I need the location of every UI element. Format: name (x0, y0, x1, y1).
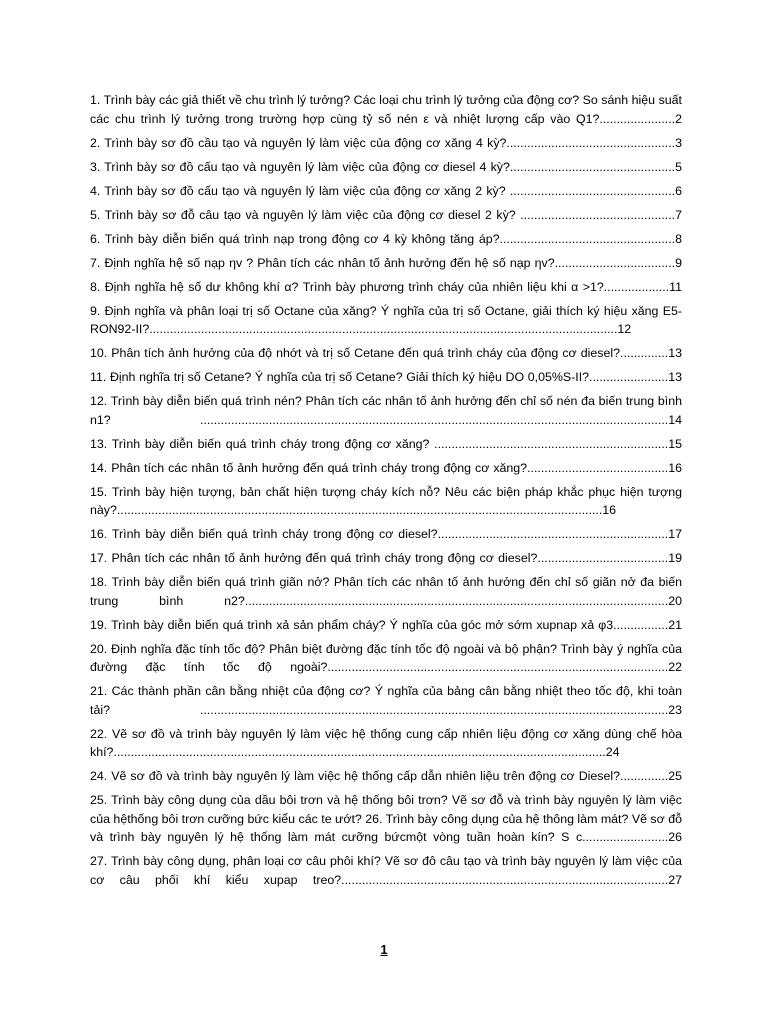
toc-entry-4: 4. Trình bày sơ đồ cấu tạo và nguyên lý làm việc của động cơ xăng 2 kỳ? ................................................6 (90, 183, 682, 198)
table-of-contents (90, 91, 682, 889)
toc-entry-16: 16. Trình bày diễn biến quá trình cháy trong động cơ diesel?...................................................................17 (90, 527, 682, 541)
toc-entry-18: 18. Trình bày diễn biến quá trình giãn nở? Phân tích các nhân tố ảnh hưởng đến chỉ số giãn nở đa biến trung bình n2?...........................................................................................................................20 (90, 575, 682, 608)
toc-entry-27: 27. Trình bày công dụng, phân loại cơ câu phôi khí? Vẽ sơ đô câu tạo và trình bày nguyên lý làm việc của cơ câu phối khí kiểu xupap treo?...............................................................................................27 (90, 854, 682, 887)
toc-entry-8: 8. Định nghĩa hệ số dư không khí α? Trình bày phương trình cháy của nhiên liệu khi α >1?...................11 (90, 279, 682, 294)
toc-entry-7: 7. Định nghĩa hệ số nạp ηv ? Phân tích các nhân tố ảnh hưởng đến hệ số nạp ηv?...................................9 (90, 255, 682, 270)
toc-entry-20: 20. Định nghĩa đặc tính tốc độ? Phân biệt đường đặc tính tốc độ ngoài và bộ phận? Trình bày ý nghĩa của đường đặc tính tốc độ ngoài?...................................................................................................22 (90, 641, 682, 674)
toc-entry-12: 12. Trình bày diễn biến quá trình nén? Phân tích các nhân tố ảnh hưởng đến chỉ số nén đa biến trung bình n1? ........................................................................................................................................14 (90, 394, 682, 427)
toc-entry-9: 9. Định nghĩa và phân loại trị số Octane của xăng? Ý nghĩa của trị số Octane, giải thích ký hiệu xăng E5-RON92-II?........................................................................................................................................12 (90, 303, 682, 336)
toc-entry-24: 24. Vẽ sơ đồ và trình bày nguyên lý làm việc hệ thống cấp dẫn nhiên liệu trên động cơ Diesel?..............25 (90, 769, 682, 783)
toc-entry-22: 22. Vẽ sơ đồ và trình bày nguyên lý làm việc hệ thống cung cấp nhiên liệu động cơ xăng dùng chế hòa khí?...............................................................................................................................................24 (90, 726, 682, 759)
toc-entry-3: 3. Trình bày sơ đồ cấu tạo và nguyên lý làm việc của động cơ diesel 4 kỳ?................................................5 (90, 159, 682, 174)
toc-entry-19: 19. Trình bày diễn biến quá trình xả sản phẩm cháy? Ý nghĩa của góc mở sớm xupnap xả φ3................21 (90, 617, 682, 632)
toc-entry-14: 14. Phân tích các nhân tố ảnh hưởng đến quá trình cháy trong động cơ xăng?.........................................16 (90, 460, 682, 475)
toc-entry-17: 17. Phân tích các nhân tố ảnh hưởng đến quá trình cháy trong động cơ diesel?......................................19 (90, 551, 682, 565)
toc-entry-11: 11. Định nghĩa trị số Cetane? Ý nghĩa của trị số Cetane? Giải thích ký hiệu DO 0,05%S-II?.......................13 (90, 370, 682, 384)
toc-entry-21: 21. Các thành phần cân bằng nhiệt của động cơ? Ý nghĩa của bảng cân bằng nhiệt theo tốc độ, khi toàn tải? ........................................................................................................................................23 (90, 684, 682, 717)
toc-entry-15: 15. Trình bày hiện tượng, bản chất hiện tượng cháy kích nỗ? Nêu các biện pháp khắc phục hiện tượng này?.............................................................................................................................................16 (90, 484, 682, 517)
toc-entry-13: 13. Trình bày diễn biến quá trình cháy trong động cơ xăng? ....................................................................15 (90, 436, 682, 451)
toc-entry-5: 5. Trình bày sơ đỗ câu tạo và nguyên lý làm việc của động cơ diesel 2 kỳ? .............................................7 (90, 207, 682, 222)
toc-entry-6: 6. Trình bày diễn biến quá trình nạp trong động cơ 4 kỳ không tăng áp?...................................................8 (90, 231, 682, 246)
toc-entry-10: 10. Phân tích ảnh hưởng của độ nhớt và trị số Cetane đến quá trình cháy của động cơ diesel?..............13 (90, 346, 682, 360)
toc-entry-1: 1. Trình bày các giả thiết về chu trình lý tưởng? Các loại chu trình lý tưởng của động cơ? So sánh hiệu suất các chu trình lý tưởng trong trường hợp cùng tỷ số nén ε và nhiệt lượng cấp vào Q1?......................2 (90, 93, 682, 126)
page-number: 1 (380, 942, 388, 957)
toc-entry-25: 25. Trình bày công dụng của dầu bôi trơn và hệ thống bôi trơn? Vẽ sơ đỗ và trình bày nguyên lý làm việc của hệthống bôi trơn cưỡng bức kiểu các te ướt? 26. Trình bày công dụng của hệ thông làm mát? Vẽ sơ đỗ và trình bày nguyên lý hệ thống làm mát cưỡng bứcmột vòng tuần hoàn kín? S c.........................26 (90, 793, 682, 844)
toc-entry-2: 2. Trình bày sơ đồ cầu tạo và nguyên lý làm việc của động cơ xăng 4 kỳ?.................................................3 (90, 135, 682, 150)
